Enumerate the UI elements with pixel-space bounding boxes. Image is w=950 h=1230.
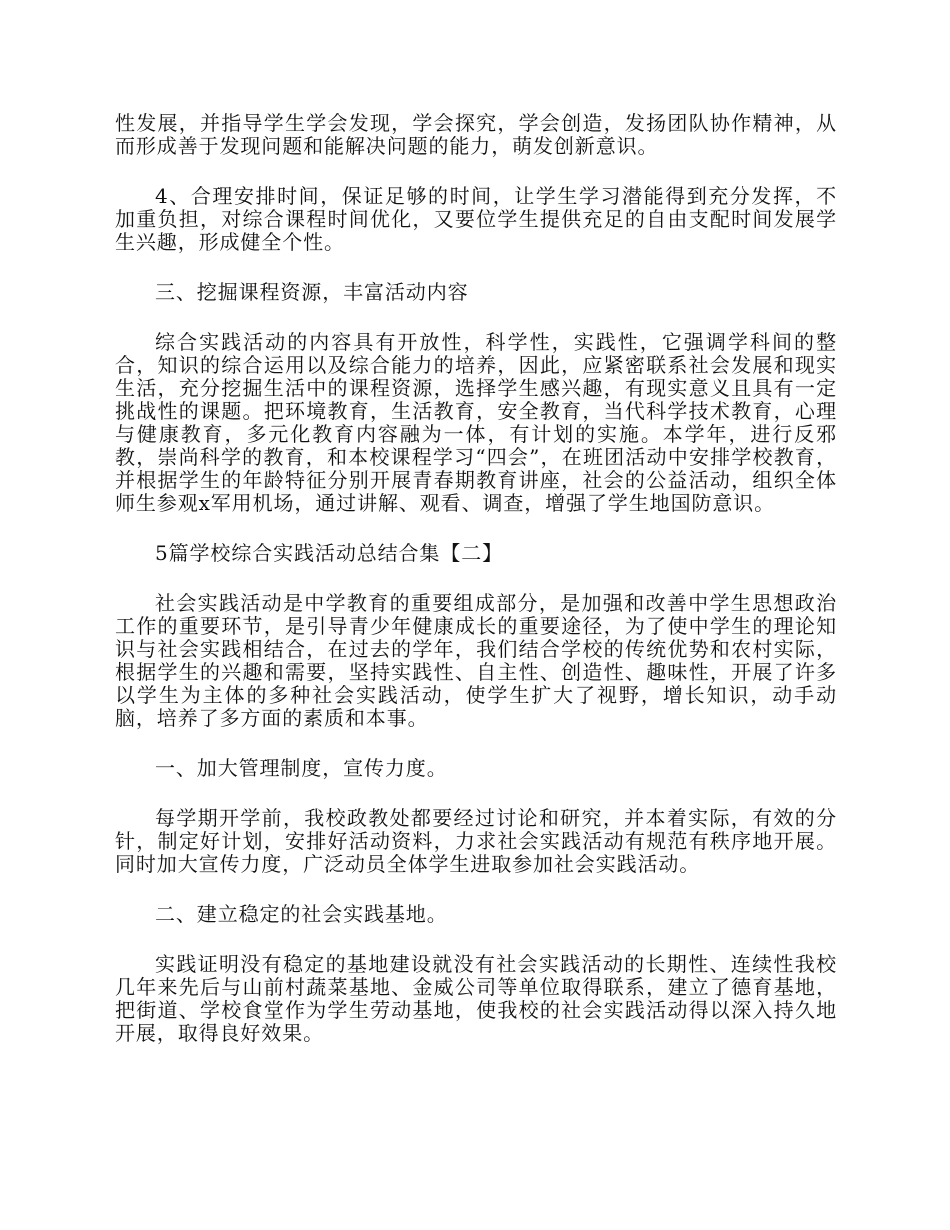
paragraph-continuation: 性发展，并指导学生学会发现，学会探究，学会创造，发扬团队协作精神，从而形成善于发现问题和能解决问题的能力，萌发创新意识。 (115, 111, 837, 158)
section-heading-resources: 三、挖掘课程资源，丰富活动内容 (155, 280, 469, 304)
paragraph-social-practice: 社会实践活动是中学教育的重要组成部分，是加强和改善中学生思想政治工作的重要环节，是引导青少年健康成长的重要途径，为了使中学生的理论知识与社会实践相结合，在过去的学年，我们结合学校的传统优势和农村实际，根据学生的兴趣和需要，坚持实践性、自主性、创造性、趣味性，开展了许多以学生为主体的多种社会实践活动，使学生扩大了视野，增长知识，动手动脑，培养了多方面的素质和本事。 (115, 591, 837, 730)
paragraph-time-arrangement: 4、合理安排时间，保证足够的时间，让学生学习潜能得到充分发挥，不加重负担，对综合课程时间优化，又要位学生提供充足的自由支配时间发展学生兴趣，形成健全个性。 (115, 184, 837, 254)
section-heading-part-two: 5篇学校综合实践活动总结合集【二】 (155, 541, 504, 565)
document-body (115, 112, 837, 1072)
paragraph-resources: 综合实践活动的内容具有开放性，科学性，实践性，它强调学科间的整合，知识的综合运用以及综合能力的培养，因此，应紧密联系社会发展和现实生活，充分挖掘生活中的课程资源，选择学生感兴趣，有现实意义且具有一定挑战性的课题。把环境教育，生活教育，安全教育，当代科学技术教育，心理与健康教育，多元化教育内容融为一体，有计划的实施。本学年，进行反邪教，崇尚科学的教育，和本校课程学习“四会”，在班团活动中安排学校教育，并根据学生的年龄特征分别开展青春期教育讲座，社会的公益活动，组织全体师生参观x军用机场，通过讲解、观看、调查，增强了学生地国防意识。 (115, 330, 837, 515)
paragraph-base: 实践证明没有稳定的基地建设就没有社会实践活动的长期性、连续性我校几年来先后与山前村蔬菜基地、金威公司等单位取得联系，建立了德育基地，把街道、学校食堂作为学生劳动基地，使我校的社会实践活动得以深入持久地开展，取得良好效果。 (115, 952, 837, 1045)
paragraph-management: 每学期开学前，我校政教处都要经过讨论和研究，并本着实际，有效的分针，制定好计划，安排好活动资料，力求社会实践活动有规范有秩序地开展。同时加大宣传力度，广泛动员全体学生进取参加社会实践活动。 (115, 806, 837, 876)
section-heading-base: 二、建立稳定的社会实践基地。 (155, 902, 448, 926)
section-heading-management: 一、加大管理制度，宣传力度。 (155, 756, 448, 780)
